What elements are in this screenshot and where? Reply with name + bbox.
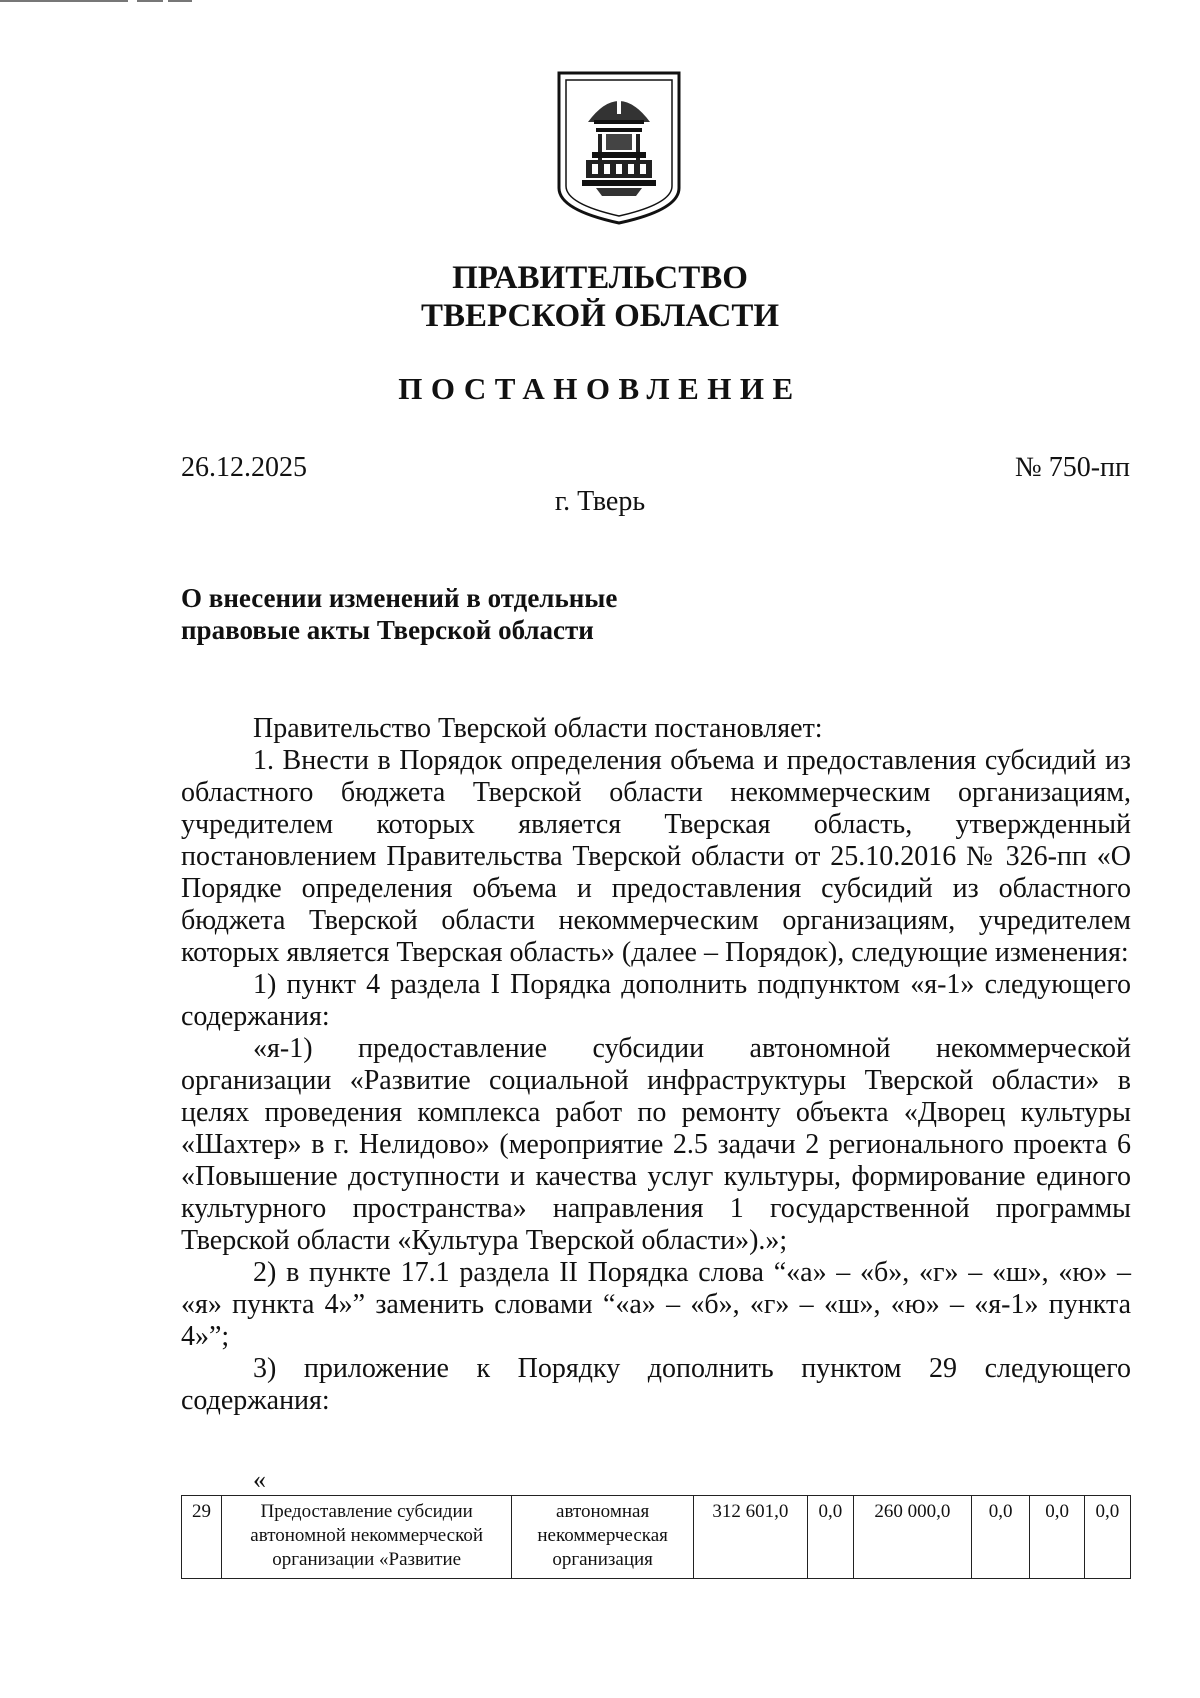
document-number: № 750-пп [1014, 452, 1130, 483]
subject-line1: О внесении изменений в отдельные [181, 583, 618, 613]
open-quote-mark: « [253, 1465, 266, 1494]
body-quote-ya1: «я-1) предоставление субсидии автономной некоммерческой организации «Развитие социальной инфраструктуры Тверской области» в целях проведения комплекса работ по ремонту объекта «Дворец культуры «Шахтер» в г. Нелидово» (мероприятие 2.5 задачи 2 регионального проекта 6 «Повышение доступности и качества услуг культуры, формирование единого культурного пространства» направления 1 государственной программы Тверской области «Культура Тверской области»).»; [181, 1033, 1131, 1256]
body-subitem-1: 1) пункт 4 раздела I Порядка дополнить подпунктом «я-1» следующего содержания: [181, 969, 1131, 1032]
body-subitem-2: 2) в пункте 17.1 раздела II Порядка слова “«а» – «б», «г» – «ш», «ю» – «я» пункта 4»” заменить словами “«а» – «б», «г» – «ш», «ю» – «я-1» пункта 4»”; [181, 1257, 1131, 1352]
table-row [182, 1496, 1131, 1579]
table-cell-recipient: автономная некоммерческая организация [512, 1496, 694, 1579]
org-title-line1: ПРАВИТЕЛЬСТВО [452, 260, 748, 296]
org-title-line2: ТВЕРСКОЙ ОБЛАСТИ [420, 298, 780, 334]
tver-coat-of-arms-icon [556, 70, 682, 226]
table-cell-description: Предоставление субсидии автономной некоммерческой организации «Развитие [222, 1496, 512, 1579]
table-cell-value: 312 601,0 [693, 1496, 807, 1579]
body-item-1: 1. Внести в Порядок определения объема и предоставления субсидий из областного бюджета Тверской области некоммерческим организациям, учредителем которых является Тверская область, утвержденный постановлением Правительства Тверской области от 25.10.2016 № 326-пп «О Порядке определения объема и предоставления субсидий из областного бюджета Тверской области некоммерческим организациям, учредителем которых является Тверская область» (далее – Порядок), следующие изменения: [181, 745, 1131, 968]
body-intro: Правительство Тверской области постановляет: [253, 713, 823, 744]
appendix-table [181, 1495, 1131, 1579]
table-cell-number: 29 [182, 1496, 222, 1579]
document-date: 26.12.2025 [181, 452, 307, 483]
table-cell-value: 0,0 [1030, 1496, 1084, 1579]
table-cell-value: 0,0 [807, 1496, 853, 1579]
scan-artifact-line [168, 0, 192, 2]
scan-artifact-line [0, 0, 128, 2]
document-type: ПОСТАНОВЛЕНИЕ [398, 371, 802, 406]
table-cell-value: 0,0 [1084, 1496, 1130, 1579]
document-subject [181, 582, 741, 646]
document-city: г. Тверь [554, 486, 646, 517]
body-section [181, 713, 1131, 1417]
table-cell-value: 260 000,0 [853, 1496, 971, 1579]
subject-line2: правовые акты Тверской области [181, 615, 594, 645]
scan-artifact-line [137, 0, 163, 2]
body-subitem-3: 3) приложение к Порядку дополнить пунктом 29 следующего содержания: [181, 1353, 1131, 1416]
table-cell-value: 0,0 [971, 1496, 1029, 1579]
